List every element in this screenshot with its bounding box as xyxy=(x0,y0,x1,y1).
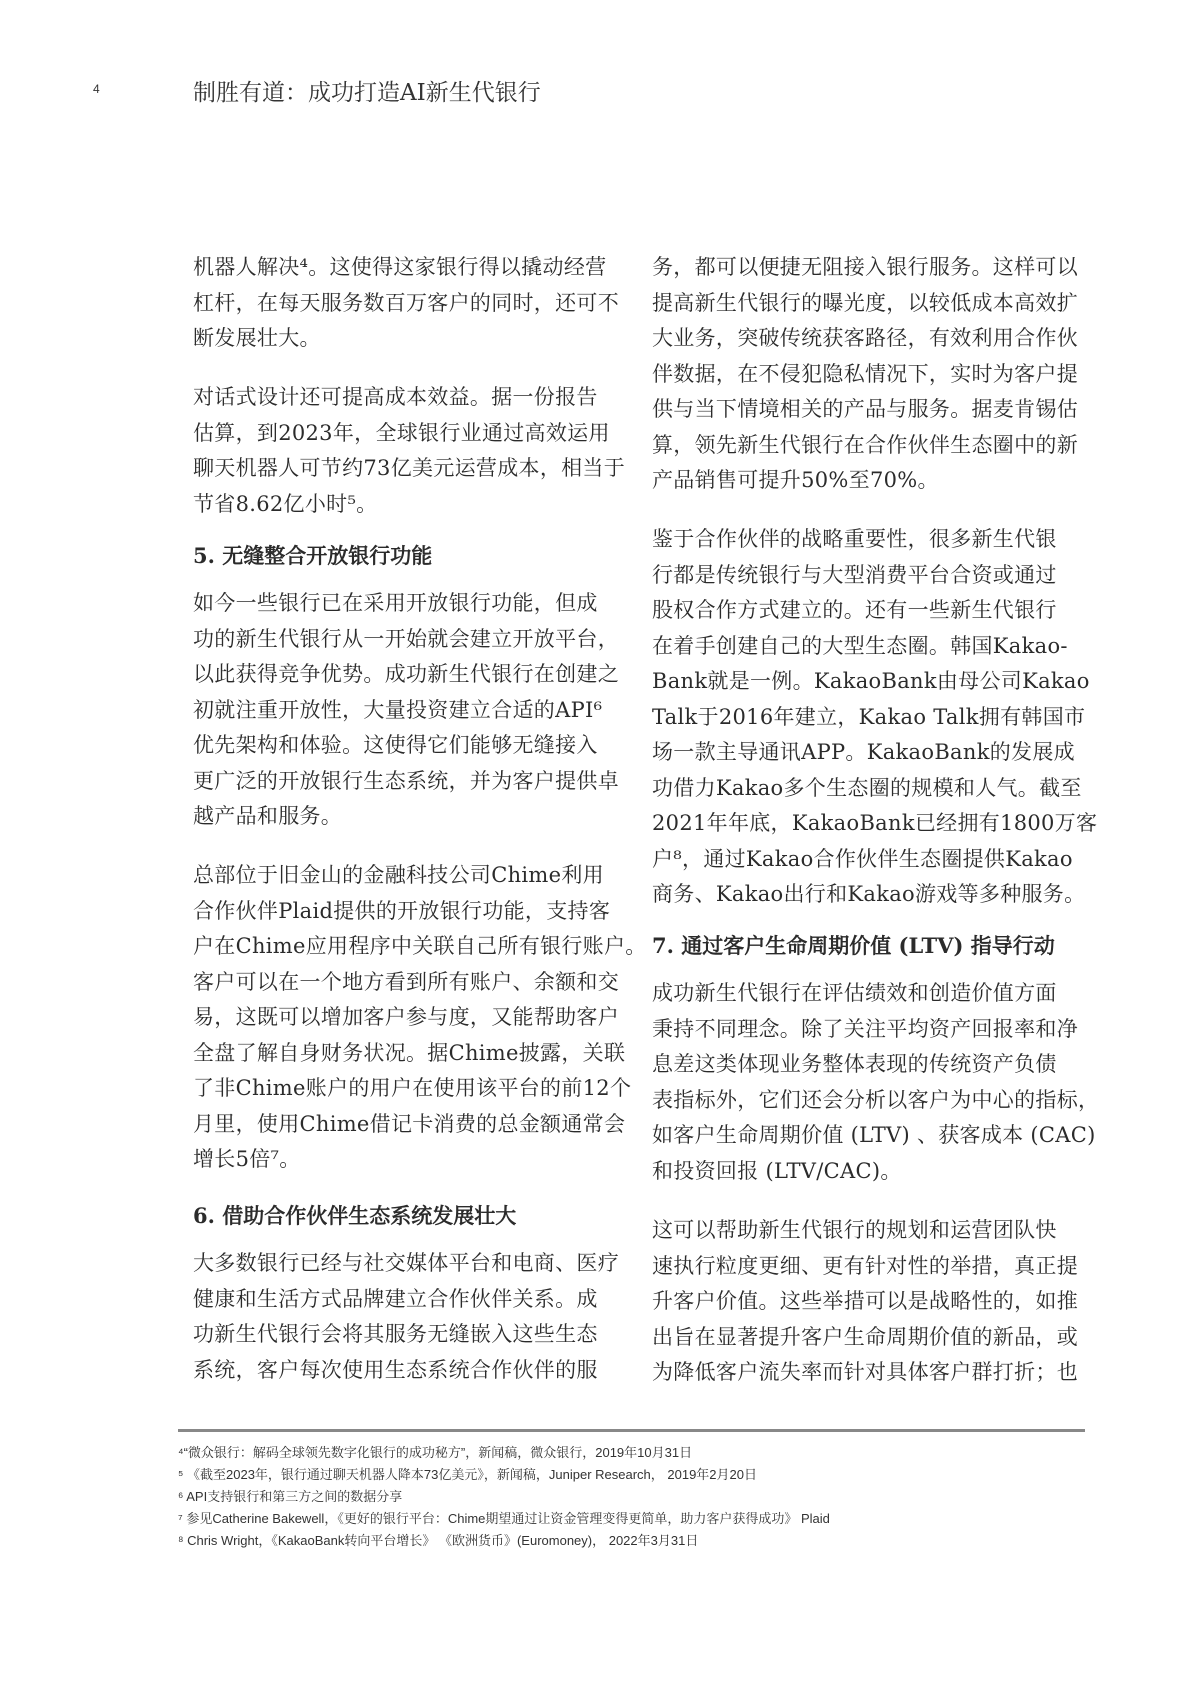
paragraph: 成功新生代银行在评估绩效和创造价值方面 秉持不同理念。除了关注平均资产回报率和净 息差这类体现业务整体表现的传统资产负债 表指标外，它们还会分析以客户为中心的指标， 如客户生命周期价值 (LTV) 、获客成本 (CAC) 和投资回报 (LTV/CAC)。 xyxy=(652,981,1100,1183)
paragraph: 这可以帮助新生代银行的规划和运营团队快 速执行粒度更细、更有针对性的举措，真正提 升客户价值。这些举措可以是战略性的，如推 出旨在显著提升客户生命周期价值的新品，或 为降低客户流失率而针对具体客户群打折；也 xyxy=(652,1218,1078,1384)
footnote-8: ⁸ Chris Wright，《KakaoBank转向平台增长》 《欧洲货币》(Euromoney)， 2022年3月31日 xyxy=(178,1533,699,1548)
footnote-divider xyxy=(178,1429,1085,1432)
paragraph: 机器人解决⁴。这使得这家银行得以撬动经营 杠杆，在每天服务数百万客户的同时，还可不 断发展壮大。 xyxy=(193,255,619,350)
paragraph: 如今一些银行已在采用开放银行功能，但成 功的新生代银行从一开始就会建立开放平台， 以此获得竞争优势。成功新生代银行在创建之 初就注重开放性，大量投资建立合适的API⁶ 优先架构和体验。这使得它们能够无缝接入 更广泛的开放银行生态系统，并为客户提供卓 越产品和服务。 xyxy=(193,591,619,828)
page-number: 4 xyxy=(93,82,100,96)
paragraph: 大多数银行已经与社交媒体平台和电商、医疗 健康和生活方式品牌建立合作伙伴关系。成 功新生代银行会将其服务无缝嵌入这些生态 系统，客户每次使用生态系统合作伙伴的服 xyxy=(193,1251,619,1382)
section-heading-5: 5. 无缝整合开放银行功能 xyxy=(193,543,433,568)
footnote-6: ⁶ API支持银行和第三方之间的数据分享 xyxy=(178,1489,403,1504)
running-title: 制胜有道：成功打造AI新生代银行 xyxy=(193,80,541,106)
footnote-5: ⁵ 《截至2023年，银行通过聊天机器人降本73亿美元》，新闻稿，Juniper Research， 2019年2月20日 xyxy=(178,1467,757,1482)
footnote-7: ⁷ 参见Catherine Bakewell，《更好的银行平台：Chime期望通过让资金管理变得更简单，助力客户获得成功》 Plaid xyxy=(178,1511,830,1526)
paragraph: 总部位于旧金山的金融科技公司Chime利用 合作伙伴Plaid提供的开放银行功能，支持客 户在Chime应用程序中关联自己所有银行账户。 客户可以在一个地方看到所有账户、余额和交 易，这既可以增加客户参与度，又能帮助客户 全盘了解自身财务状况。据Chime披露，关联 了非Chime账户的用户在使用该平台的前12个 月里，使用Chime借记卡消费的总金额通常会 增长5倍⁷。 xyxy=(193,863,647,1171)
paragraph: 务，都可以便捷无阻接入银行服务。这样可以 提高新生代银行的曝光度，以较低成本高效扩 大业务，突破传统获客路径，有效利用合作伙 伴数据，在不侵犯隐私情况下，实时为客户提 供与当下情境相关的产品与服务。据麦肯锡估 算，领先新生代银行在合作伙伴生态圈中的新 产品销售可提升50%至70%。 xyxy=(652,255,1078,492)
section-heading-7: 7. 通过客户生命周期价值 (LTV) 指导行动 xyxy=(652,933,1055,958)
paragraph: 对话式设计还可提高成本效益。据一份报告 估算，到2023年，全球银行业通过高效运用 聊天机器人可节约73亿美元运营成本，相当于 节省8.62亿小时⁵。 xyxy=(193,385,626,516)
footnote-4: ⁴“微众银行：解码全球领先数字化银行的成功秘方”，新闻稿，微众银行，2019年10月31日 xyxy=(178,1445,693,1460)
section-heading-6: 6. 借助合作伙伴生态系统发展壮大 xyxy=(193,1203,517,1228)
paragraph: 鉴于合作伙伴的战略重要性，很多新生代银 行都是传统银行与大型消费平台合资或通过 股权合作方式建立的。还有一些新生代银行 在着手创建自己的大型生态圈。韩国Kakao- Bank就是一例。KakaoBank由母公司Kakao Talk于2016年建立，Kakao Talk拥有韩国市 场一款主导通讯APP。KakaoBank的发展成 功借力Kakao多个生态圈的规模和人气。截至 2021年年底，KakaoBank已经拥有1800万客 户⁸，通过Kakao合作伙伴生态圈提供Kakao 商务、Kakao出行和Kakao游戏等多种服务。 xyxy=(652,527,1098,906)
